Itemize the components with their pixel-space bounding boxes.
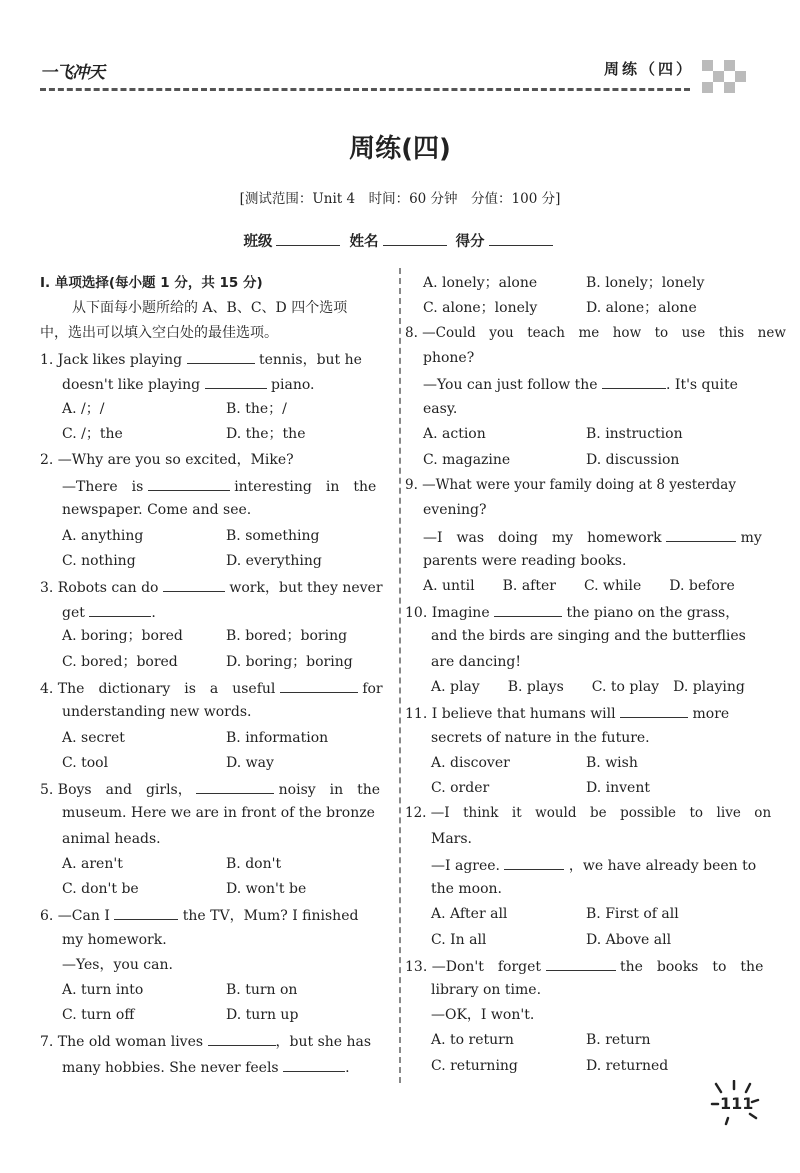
question-7: 7. The old woman lives ，but she has: [40, 1031, 371, 1051]
option[interactable]: D. everything: [226, 553, 322, 569]
question-text: the moon.: [431, 881, 502, 897]
option[interactable]: A. /；/: [62, 401, 105, 417]
option[interactable]: C. magazine: [423, 452, 511, 468]
score-label: 得分: [455, 234, 485, 250]
option[interactable]: A. After all: [431, 906, 508, 922]
option[interactable]: B. the；/: [226, 401, 287, 417]
answer-blank[interactable]: [666, 527, 736, 542]
option[interactable]: D. turn up: [226, 1007, 299, 1023]
option[interactable]: D. way: [226, 755, 274, 771]
option[interactable]: A. secret: [62, 730, 125, 746]
question-2: 2. —Why are you so excited，Mike?: [40, 452, 294, 468]
question-text: get .: [62, 602, 156, 622]
option[interactable]: B. information: [226, 730, 329, 746]
question-text: museum. Here we are in front of the bronze: [62, 805, 375, 821]
question-text: and the birds are singing and the butterflies: [431, 628, 746, 644]
question-text: —There is interesting in the: [62, 476, 376, 496]
page-number: 111: [720, 1094, 754, 1113]
name-field[interactable]: [383, 231, 447, 246]
question-text: —OK，I won't.: [431, 1007, 535, 1023]
option[interactable]: A. anything: [62, 528, 144, 544]
option[interactable]: B. First of all: [586, 906, 679, 922]
answer-blank[interactable]: [163, 577, 225, 592]
option[interactable]: A. to return: [431, 1032, 514, 1048]
question-text: easy.: [423, 401, 458, 417]
option[interactable]: D. alone；alone: [586, 300, 697, 316]
option[interactable]: A. boring；bored: [62, 628, 183, 644]
option[interactable]: B. wish: [586, 755, 638, 771]
option[interactable]: B. return: [586, 1032, 651, 1048]
answer-blank[interactable]: [620, 703, 688, 718]
question-4: 4. The dictionary is a useful for: [40, 678, 383, 698]
option[interactable]: B. instruction: [586, 426, 683, 442]
page-number-badge: [708, 1080, 768, 1130]
option[interactable]: B. bored；boring: [226, 628, 348, 644]
option[interactable]: C. /；the: [62, 426, 123, 442]
instruction-line: 从下面每小题所给的 A、B、C、D 四个选项: [72, 300, 348, 316]
option[interactable]: A. action: [423, 426, 486, 442]
question-text: understanding new words.: [62, 704, 252, 720]
page-title: 周练(四): [349, 134, 451, 164]
option[interactable]: D. discussion: [586, 452, 680, 468]
question-10: 10. Imagine the piano on the grass，: [405, 602, 739, 622]
option[interactable]: D. the；the: [226, 426, 306, 442]
test-scope: [测试范围：Unit 4 时间：60 分钟 分值：100 分]: [239, 191, 561, 207]
option[interactable]: A. discover: [431, 755, 510, 771]
class-label: 班级: [243, 234, 273, 250]
question-5: 5. Boys and girls， noisy in the: [40, 779, 380, 799]
answer-blank[interactable]: [196, 779, 274, 794]
option[interactable]: D. boring；boring: [226, 654, 353, 670]
option[interactable]: C. nothing: [62, 553, 136, 569]
option[interactable]: B. something: [226, 528, 320, 544]
question-text: animal heads.: [62, 831, 161, 847]
student-info-row: [0, 230, 800, 251]
option[interactable]: C. bored；bored: [62, 654, 178, 670]
option[interactable]: C. tool: [62, 755, 109, 771]
option[interactable]: A. lonely；alone: [423, 275, 538, 291]
question-text: phone?: [423, 350, 475, 366]
option[interactable]: C. alone；lonely: [423, 300, 538, 316]
section-heading: Ⅰ. 单项选择(每小题 1 分，共 15 分): [40, 275, 263, 291]
option[interactable]: C. turn off: [62, 1007, 135, 1023]
question-3: 3. Robots can do work，but they never: [40, 577, 383, 597]
option[interactable]: D. invent: [586, 780, 650, 796]
answer-blank[interactable]: [89, 602, 151, 617]
answer-blank[interactable]: [205, 374, 267, 389]
header-section-title: 周练（四）: [604, 60, 695, 78]
answer-blank[interactable]: [283, 1057, 345, 1072]
name-label: 姓名: [349, 234, 379, 250]
question-text: doesn't like playing piano.: [62, 374, 314, 394]
question-text: many hobbies. She never feels .: [62, 1057, 350, 1077]
answer-blank[interactable]: [602, 374, 666, 389]
question-text: —I agree. ，we have already been to: [431, 855, 756, 875]
question-text: my homework.: [62, 932, 167, 948]
option[interactable]: D. Above all: [586, 932, 672, 948]
question-text: Mars.: [431, 831, 473, 847]
class-field[interactable]: [276, 231, 340, 246]
option[interactable]: B. turn on: [226, 982, 298, 998]
answer-blank[interactable]: [187, 349, 255, 364]
instruction-line: 中，选出可以填入空白处的最佳选项。: [40, 325, 278, 341]
score-field[interactable]: [489, 231, 553, 246]
answer-blank[interactable]: [494, 602, 562, 617]
question-text: —I was doing my homework my: [423, 527, 762, 547]
option[interactable]: D. returned: [586, 1058, 669, 1074]
question-8: 8. —Could you teach me how to use this new: [405, 325, 786, 341]
column-divider: [399, 268, 401, 1083]
header-divider: [40, 88, 690, 91]
question-12: 12. —I think it would be possible to live on: [405, 805, 772, 821]
option[interactable]: D. won't be: [226, 881, 307, 897]
question-text: newspaper. Come and see.: [62, 502, 252, 518]
checker-decoration: [702, 60, 750, 96]
answer-blank[interactable]: [280, 678, 358, 693]
question-text: —You can just follow the . It's quite: [423, 374, 738, 394]
answer-blank[interactable]: [114, 905, 178, 920]
question-6: 6. —Can I the TV，Mum? I finished: [40, 905, 358, 925]
question-text: —Yes，you can.: [62, 957, 173, 973]
option[interactable]: C. don't be: [62, 881, 139, 897]
answer-blank[interactable]: [504, 855, 564, 870]
option[interactable]: C. In all: [431, 932, 487, 948]
option[interactable]: C. order: [431, 780, 490, 796]
options-row[interactable]: A. until B. after C. while D. before: [423, 578, 735, 594]
option[interactable]: C. returning: [431, 1058, 518, 1074]
option[interactable]: B. don't: [226, 856, 282, 872]
question-9: 9. —What were your family doing at 8 yesterday: [405, 477, 736, 493]
option[interactable]: A. aren't: [62, 856, 123, 872]
question-text: secrets of nature in the future.: [431, 730, 650, 746]
answer-blank[interactable]: [208, 1031, 276, 1046]
question-11: 11. I believe that humans will more: [405, 703, 729, 723]
question-text: evening?: [423, 502, 487, 518]
options-row[interactable]: A. play B. plays C. to play D. playing: [431, 679, 745, 695]
question-13: 13. —Don't forget the books to the: [405, 956, 763, 976]
answer-blank[interactable]: [546, 956, 616, 971]
question-text: parents were reading books.: [423, 553, 627, 569]
option[interactable]: B. lonely；lonely: [586, 275, 705, 291]
question-1: 1. Jack likes playing tennis，but he: [40, 349, 362, 369]
option[interactable]: A. turn into: [62, 982, 144, 998]
question-text: are dancing!: [431, 654, 522, 670]
question-text: library on time.: [431, 982, 542, 998]
brand-logo-text: 一飞冲天: [40, 63, 104, 83]
answer-blank[interactable]: [148, 476, 230, 491]
